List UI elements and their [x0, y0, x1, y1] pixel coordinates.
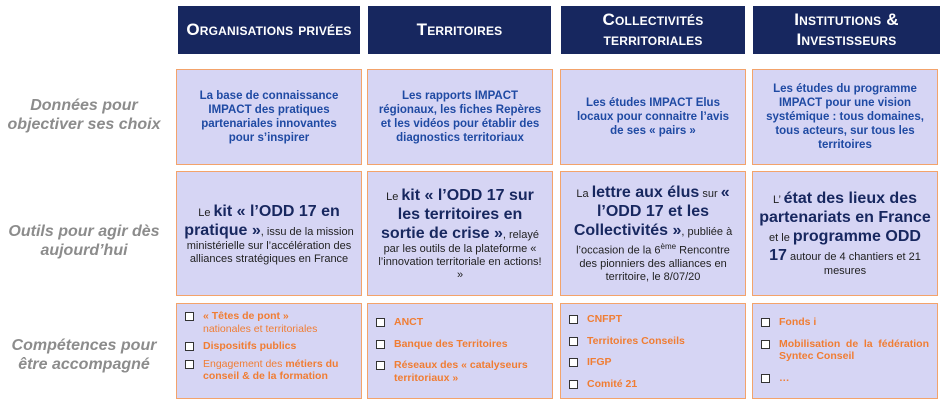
competences-organisations-privees	[176, 303, 362, 399]
checkbox-icon	[569, 315, 578, 324]
list-item-label: Engagement des	[203, 357, 286, 370]
outils-territoires	[367, 171, 553, 296]
donnees-text: Les rapports IMPACT régionaux, les fiches Repères et les vidéos pour établir des diagnostics territoriaux	[378, 90, 542, 144]
list-item	[185, 358, 353, 383]
outils-odd-title: « l’ODD 17 et les Collectivités »	[573, 184, 730, 240]
list-item-label: Dispositifs publics	[203, 340, 297, 352]
outils-description: , issu de la mission ministérielle sur l’accélération des alliances stratégiques en France	[186, 225, 354, 265]
list-item	[569, 335, 685, 348]
outils-text	[759, 189, 931, 278]
checkbox-icon	[185, 360, 194, 369]
checkbox-icon	[185, 312, 194, 321]
outils-text	[567, 183, 739, 284]
outils-prefix: Le	[198, 206, 214, 219]
header-collectivites-territoriales: Collectivités territoriales	[561, 6, 745, 54]
outils-prefix: Le	[386, 190, 402, 203]
outils-text	[183, 202, 355, 266]
list-item-label: Fonds i	[779, 316, 817, 328]
list-item	[185, 340, 296, 353]
checkbox-icon	[376, 361, 385, 370]
list-item-label: Réseaux des « catalyseurs territoriaux »	[394, 359, 528, 384]
list-item-label: « Têtes de pont »	[203, 310, 289, 322]
list-item	[569, 313, 622, 326]
outils-letter-title: lettre aux élus	[591, 184, 700, 202]
donnees-territoires	[367, 69, 553, 165]
list-item-label: Banque des Territoires	[394, 337, 508, 350]
competences-collectivites	[560, 303, 746, 399]
list-item	[761, 338, 929, 363]
outils-description: , publiée à l’occasion de la 6	[576, 226, 733, 257]
checkbox-icon	[569, 380, 578, 389]
outils-description-end: Rencontre des pionniers des alliances en territoire, le 8/07/20	[579, 244, 730, 283]
list-item-label: …	[779, 371, 790, 384]
list-item-label: Comité 21	[587, 377, 638, 390]
checkbox-icon	[569, 337, 578, 346]
outils-connector: sur	[699, 188, 721, 201]
list-item-label: IFGP	[587, 356, 612, 368]
checkbox-icon	[761, 374, 770, 383]
row-label-outils: Outils pour agir dès aujourd’hui	[8, 223, 160, 259]
donnees-text: La base de connaissance IMPACT des pratiques partenariales innovantes pour s’inspirer	[199, 90, 339, 144]
list-item	[185, 310, 317, 335]
list-item-detail: métiers du conseil & de la formation	[203, 357, 339, 382]
list-item	[761, 372, 790, 385]
outils-description: , relayé par les outils de la plateforme « l’innovation territoriale en actions! »	[378, 228, 542, 281]
checkbox-icon	[185, 342, 194, 351]
header-institutions-investisseurs: Institutions & Investisseurs	[753, 6, 940, 54]
list-item-label: CNFPT	[587, 313, 622, 325]
outils-prefix: L’	[773, 194, 784, 206]
list-item	[761, 316, 816, 329]
outils-programme-title: programme ODD 17	[769, 228, 921, 264]
list-item	[376, 338, 508, 351]
outils-text	[374, 186, 546, 282]
donnees-collectivites	[560, 69, 746, 165]
outils-etat-title: état des lieux des partenariats en France	[759, 190, 931, 226]
outils-description: autour de 4 chantiers et 21 mesures	[786, 251, 921, 277]
list-item	[376, 316, 423, 329]
list-item-label: Mobilisation de la fédération Syntec Conseil	[779, 337, 929, 362]
donnees-text: Les études du programme IMPACT pour une vision systémique : tous domaines, tous acteurs, sur tous les territoires	[766, 83, 924, 151]
row-label-donnees: Données pour objectiver ses choix	[7, 97, 161, 133]
checkbox-icon	[376, 318, 385, 327]
list-item-detail: nationales et territoriales	[203, 322, 318, 335]
outils-collectivites	[560, 171, 746, 296]
header-territoires: Territoires	[368, 6, 551, 54]
outils-superscript: ème	[660, 242, 677, 252]
row-label-competences: Compétences pour être accompagné	[11, 337, 157, 373]
outils-prefix: La	[576, 188, 592, 201]
competences-institutions	[752, 303, 938, 399]
list-item	[569, 378, 637, 391]
donnees-text: Les études IMPACT Elus locaux pour connaitre l’avis de ses « pairs »	[576, 97, 730, 137]
checkbox-icon	[569, 358, 578, 367]
list-item	[376, 359, 544, 384]
checkbox-icon	[761, 318, 770, 327]
checkbox-icon	[761, 340, 770, 349]
outils-kit-title: kit « l’ODD 17 en pratique »	[184, 202, 340, 239]
outils-organisations-privees	[176, 171, 362, 296]
donnees-institutions	[752, 69, 938, 165]
list-item	[569, 356, 612, 369]
outils-kit-title: kit « l’ODD 17 sur les territoires en sortie de crise »	[381, 186, 534, 242]
outils-institutions	[752, 171, 938, 296]
outils-connector: et le	[769, 232, 793, 244]
list-item-label: ANCT	[394, 316, 424, 328]
header-organisations-privees: Organisations privées	[178, 6, 360, 54]
donnees-organisations-privees	[176, 69, 362, 165]
checkbox-icon	[376, 340, 385, 349]
list-item-label: Territoires Conseils	[587, 334, 685, 347]
competences-territoires	[367, 303, 553, 399]
